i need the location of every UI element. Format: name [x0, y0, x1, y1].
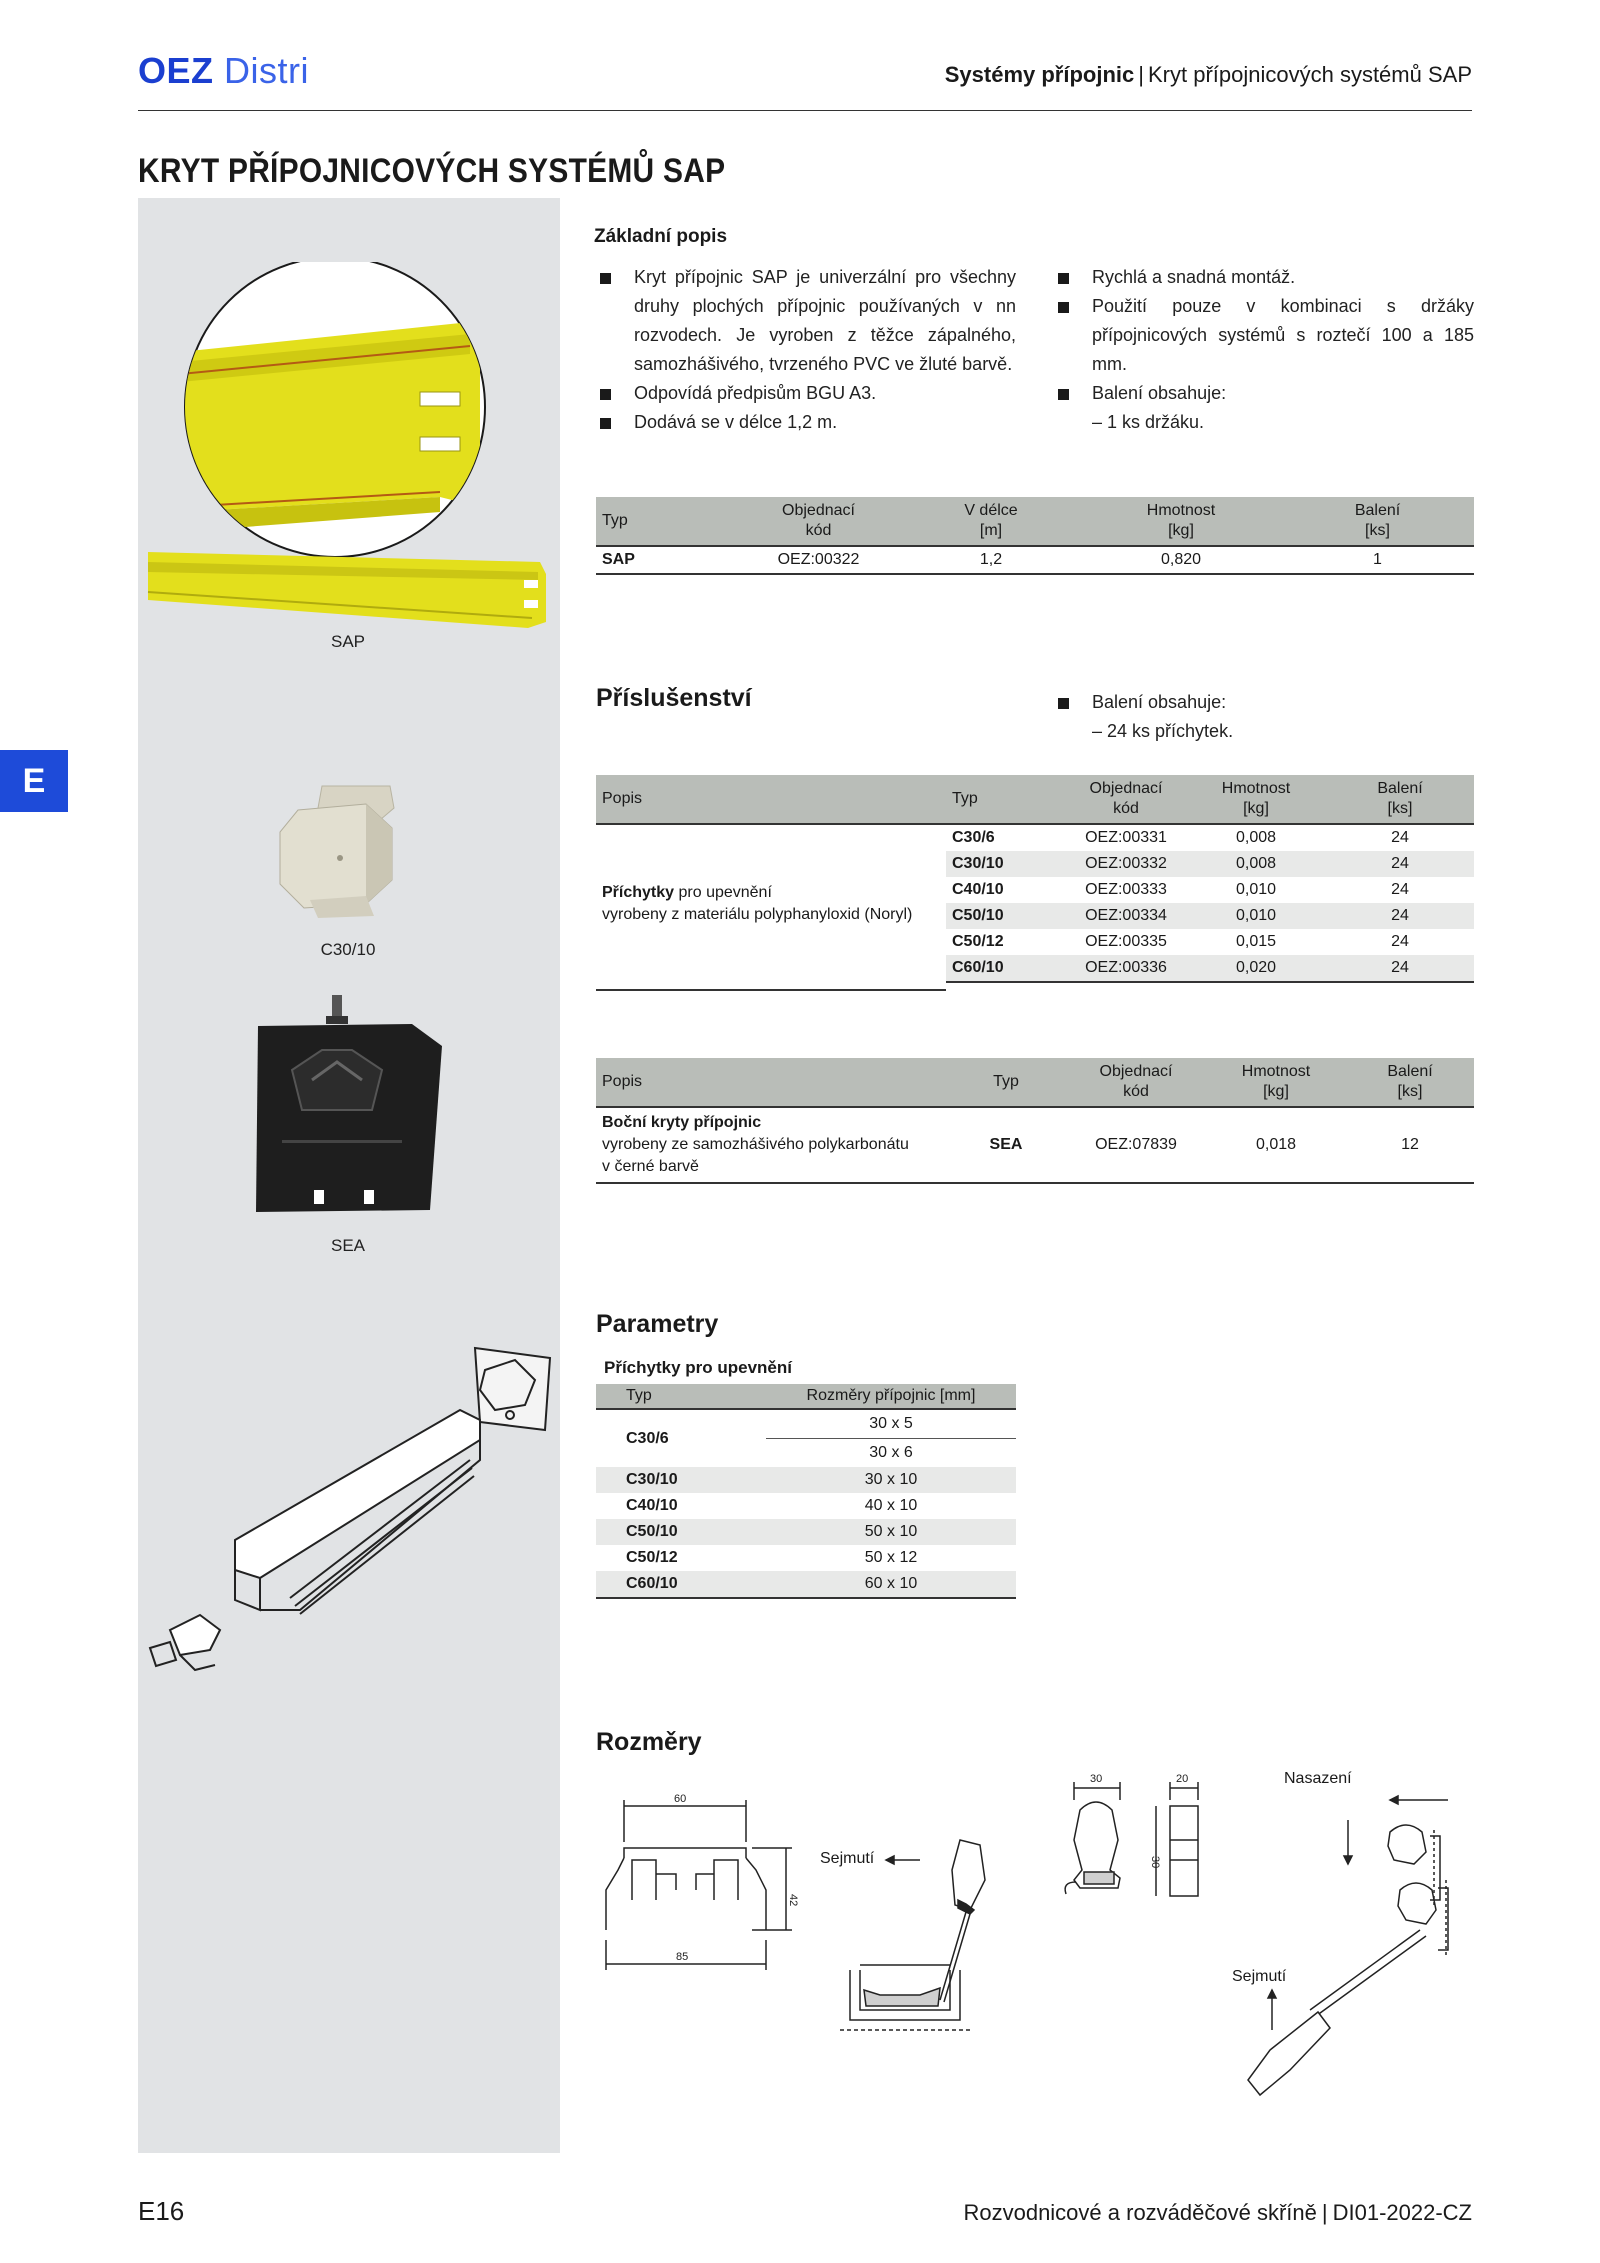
basic-bullet-sub: – 1 ks držáku. [1092, 412, 1205, 432]
col-typ: Typ [946, 775, 1066, 824]
table-row: C50/10 50 x 10 [596, 1519, 1016, 1545]
parameters-subheading: Příchytky pro upevnění [604, 1358, 792, 1377]
col-typ: Typ [946, 1058, 1066, 1107]
col-typ: Typ [596, 497, 736, 546]
basic-bullet: Použití pouze v kombinaci s držáky přípojnicových systémů s roztečí 100 a 185 mm. [1054, 292, 1474, 379]
sap-caption: SAP [330, 632, 366, 651]
table-row: 30 x 6 [869, 1444, 913, 1461]
clip-c30-image [270, 780, 410, 920]
breadcrumb-page: Kryt přípojnicových systémů SAP [1147, 62, 1472, 87]
sea-side-cover-image [252, 990, 452, 1220]
table-row: C40/10 40 x 10 [626, 1497, 918, 1514]
table-row: C30/10 OEZ:00332 0,008 24 [596, 851, 1474, 877]
table-row: C40/10 OEZ:00333 0,010 24 [952, 881, 1409, 898]
table-row: C60/10 60 x 10 [596, 1571, 1016, 1598]
col-kod: Objednací kód [736, 497, 901, 546]
logo-sub: Distri [224, 50, 310, 91]
basic-bullets-right [1054, 263, 1474, 437]
dim-30-b: 30 [1149, 1856, 1161, 1869]
basic-bullet: Balení obsahuje: [1054, 379, 1474, 408]
dim-42: 42 [787, 1894, 799, 1907]
basic-bullet: Rychlá a snadná montáž. [1054, 263, 1474, 292]
footer-separator: | [1321, 2200, 1328, 2225]
col-kod: Objednací kód [1066, 1058, 1206, 1107]
dimensions-heading: Rozměry [596, 1728, 702, 1756]
table-row: C50/12 OEZ:00335 0,015 24 [952, 933, 1409, 950]
dim-85: 85 [676, 1951, 689, 1963]
col-delka: V délce [m] [901, 497, 1081, 546]
table-row: C50/10 OEZ:00334 0,010 24 [596, 903, 1474, 929]
col-kod: Objednací kód [1066, 775, 1186, 824]
table-row: SAP OEZ:00322 1,2 0,820 1 [596, 546, 1474, 574]
col-popis: Popis [596, 1058, 946, 1107]
catalog-code: DI01-2022-CZ [1332, 2200, 1472, 2225]
logo-main: OEZ [138, 50, 214, 91]
page-title: KRYT PŘÍPOJNICOVÝCH SYSTÉMŮ SAP [138, 152, 726, 190]
table-row: Příchytky pro upevnění vyrobeny z materiálu polyphanyloxid (Noryl) C30/6 OEZ:00331 0,008 24 [596, 824, 1474, 851]
col-hmotnost: Hmotnost [kg] [1081, 497, 1281, 546]
col-dimensions: Rozměry přípojnic [mm] [766, 1384, 1016, 1409]
col-hmotnost: Hmotnost [kg] [1206, 1058, 1346, 1107]
pack-title: Balení obsahuje: [1054, 688, 1474, 717]
sap-cover-image [140, 262, 560, 632]
sea-caption: SEA [330, 1236, 366, 1255]
removal-drawing-1 [820, 1820, 1020, 2040]
table-row: C30/10 30 x 10 [596, 1467, 1016, 1493]
clips-table-rule [596, 989, 946, 991]
header-divider [138, 110, 1472, 111]
dim-20: 20 [1176, 1773, 1189, 1785]
table-row: C60/10 OEZ:00336 0,020 24 [596, 955, 1474, 982]
basic-bullet: Dodává se v délce 1,2 m. [596, 408, 1016, 437]
pack-sub: – 24 ks příchytek. [1092, 721, 1234, 741]
dim-60: 60 [674, 1793, 687, 1805]
breadcrumb-separator: | [1138, 62, 1144, 87]
assembly-drawing [140, 1330, 560, 1700]
sea-description: Boční kryty přípojnic vyrobeny ze samozhášivého polykarbonátu v černé barvě [596, 1107, 946, 1183]
profile-dimension-drawing [596, 1790, 816, 1980]
catalog-name: Rozvodnicové a rozváděčové skříně [963, 2200, 1317, 2225]
brand-logo [138, 50, 309, 92]
basic-bullets-left [596, 263, 1016, 437]
col-baleni: Balení [ks] [1346, 1058, 1474, 1107]
clips-description: Příchytky pro upevnění vyrobeny z materiálu polyphanyloxid (Noryl) [602, 883, 913, 923]
table-row: C30/6 30 x 5 [596, 1409, 1016, 1439]
col-typ: Typ [596, 1384, 766, 1409]
removal-label-2: Sejmutí [1232, 1968, 1287, 1985]
parameters-heading: Parametry [596, 1310, 719, 1338]
table-row: Boční kryty přípojnic vyrobeny ze samozhášivého polykarbonátu v černé barvě SEA OEZ:07839 0,018 12 [596, 1107, 1474, 1183]
chapter-tab[interactable]: E [0, 750, 68, 812]
clips-table [596, 775, 1474, 983]
mounting-label: Nasazení [1284, 1770, 1352, 1787]
breadcrumb-section: Systémy přípojnic [944, 62, 1135, 87]
sap-table [596, 497, 1474, 575]
basic-description-heading: Základní popis [594, 226, 728, 247]
mounting-drawing [1200, 1780, 1470, 2110]
basic-bullet: Odpovídá předpisům BGU A3. [596, 379, 1016, 408]
accessories-pack [1054, 688, 1474, 746]
dim-30-a: 30 [1090, 1773, 1103, 1785]
parameters-table [596, 1384, 1016, 1599]
sea-table [596, 1058, 1474, 1184]
col-popis: Popis [596, 775, 946, 824]
footer-catalog [963, 2200, 1472, 2226]
page-number: E16 [138, 2196, 185, 2226]
col-baleni: Balení [ks] [1281, 497, 1474, 546]
accessories-heading: Příslušenství [596, 684, 752, 712]
clip-c30-caption: C30/10 [320, 940, 376, 959]
breadcrumb [945, 62, 1472, 88]
basic-bullet: Kryt přípojnic SAP je univerzální pro všechny druhy plochých přípojnic používaných v nn rozvodech. Je vyroben z těžce zápalného, samozhášivého, tvrzeného PVC ve žluté barvě. [596, 263, 1016, 379]
removal-label-1: Sejmutí [820, 1850, 875, 1867]
col-baleni: Balení [ks] [1326, 775, 1474, 824]
table-row: C50/12 50 x 12 [626, 1549, 918, 1566]
col-hmotnost: Hmotnost [kg] [1186, 775, 1326, 824]
